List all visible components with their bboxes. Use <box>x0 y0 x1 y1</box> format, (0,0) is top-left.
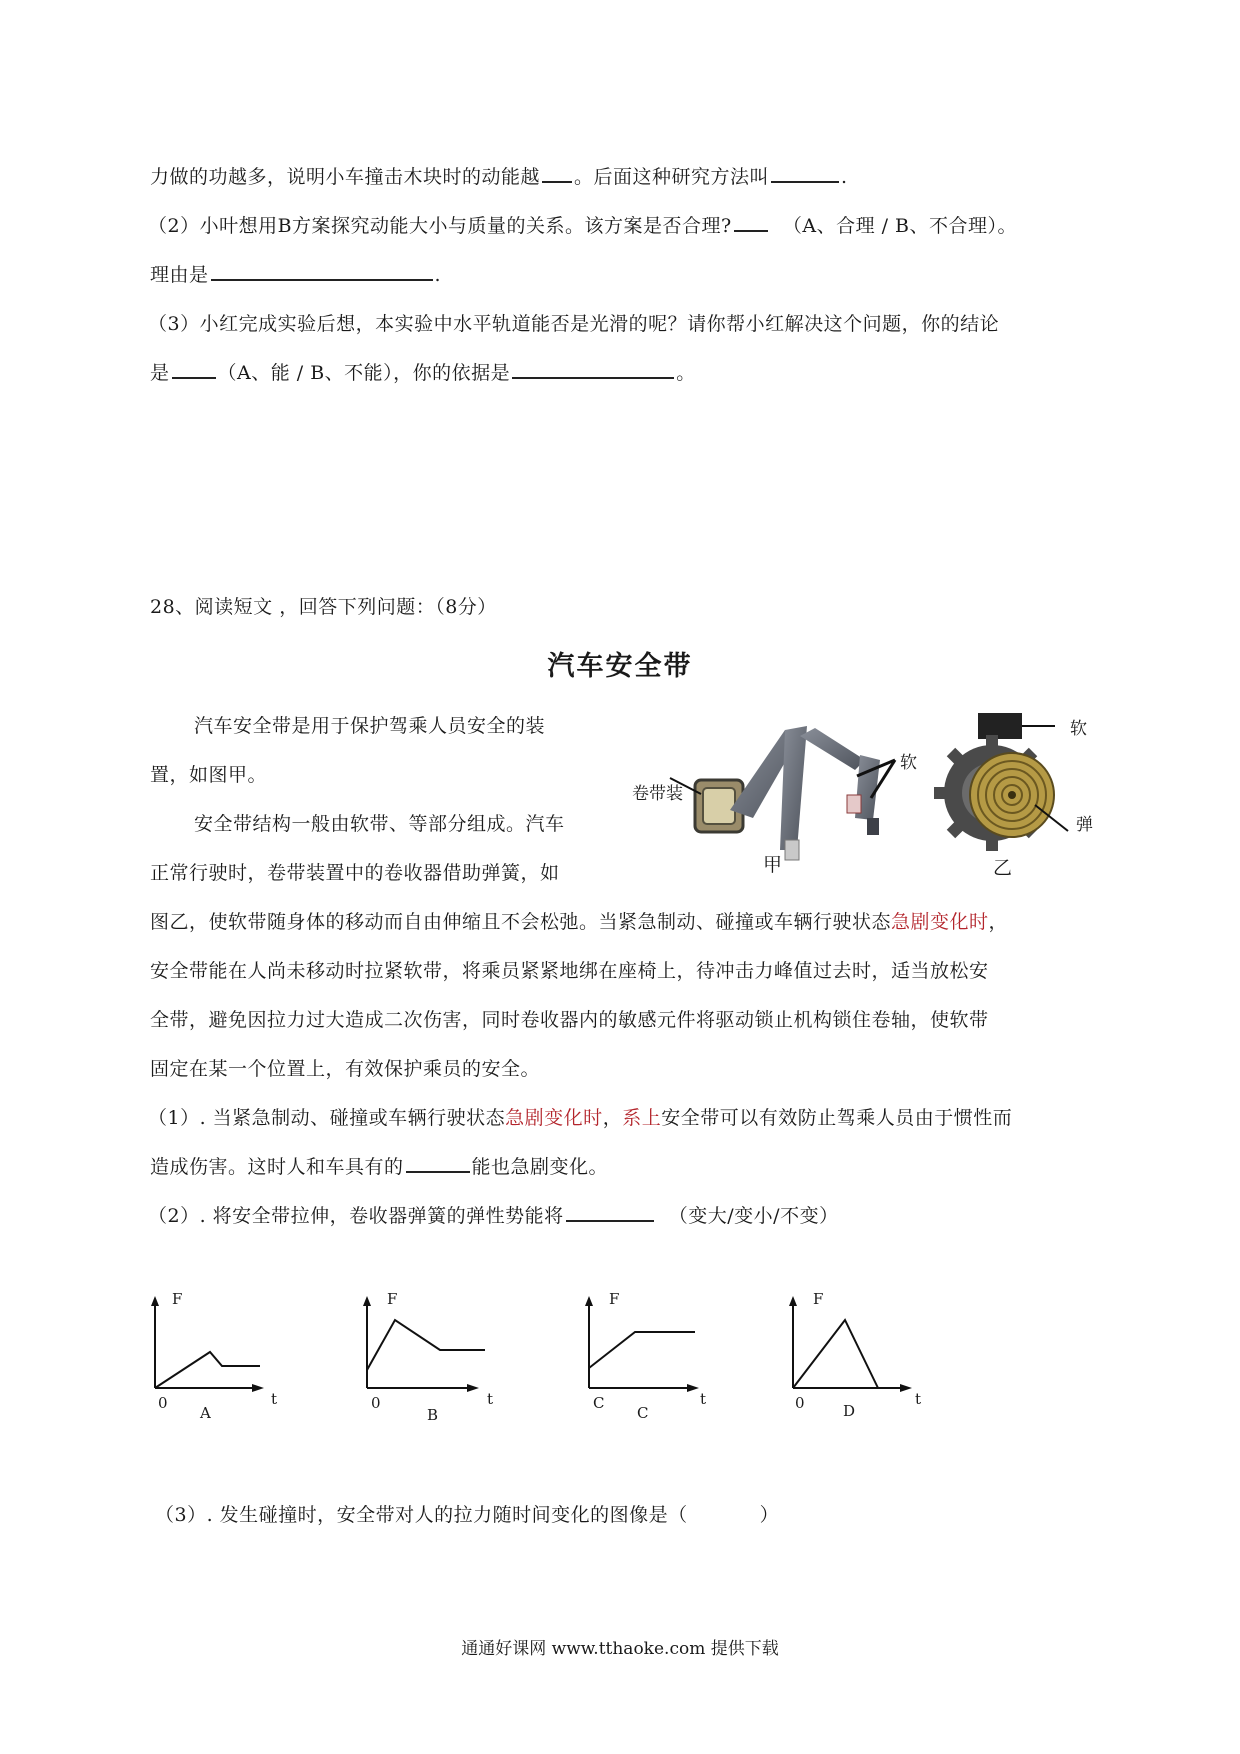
q27-line2: （2）小叶想用B方案探究动能大小与质量的关系。该方案是否合理? （A、合理 / B、不合理）。 <box>148 211 1017 238</box>
y-axis-label: F <box>609 1290 620 1308</box>
origin-label: 0 <box>371 1394 381 1412</box>
figure-jia-seatbelt <box>632 700 917 880</box>
answer-blank[interactable] <box>542 163 572 183</box>
answer-blank[interactable] <box>734 212 768 232</box>
passage-p2c: 图乙，使软带随身体的移动而自由伸缩且不会松弛。当紧急制动、碰撞或车辆行驶状态急剧变化时， <box>150 911 1009 933</box>
option-label: D <box>843 1402 856 1420</box>
answer-blank[interactable] <box>406 1153 470 1173</box>
graph-A-plot <box>140 1290 280 1410</box>
subq2: （2）. 将安全带拉伸，卷收器弹簧的弹性势能将 （变大/变小/不变） <box>148 1201 839 1228</box>
label-roll-device: 卷带装 <box>632 784 683 804</box>
label-soft-belt: 软 <box>1070 719 1087 739</box>
y-axis-label: F <box>813 1290 824 1308</box>
graph-B-plot <box>355 1290 495 1410</box>
subq3: （3）. 发生碰撞时，安全带对人的拉力随时间变化的图像是（ ） <box>155 1504 780 1526</box>
origin-label: 0 <box>795 1394 805 1412</box>
x-axis-label: t <box>915 1390 922 1408</box>
graph-option-D[interactable] <box>775 1290 925 1420</box>
passage-p2b: 正常行驶时，卷带装置中的卷收器借助弹簧，如 <box>150 862 560 884</box>
x-axis-label: t <box>700 1390 707 1408</box>
caption-yi: 乙 <box>993 857 1013 879</box>
origin-label: C <box>593 1394 605 1412</box>
q28-header: 28、阅读短文 ，回答下列问题：（8分） <box>150 596 497 618</box>
graph-option-B[interactable] <box>355 1290 495 1424</box>
graph-option-C[interactable] <box>575 1290 715 1422</box>
subq1-line2: 造成伤害。这时人和车具有的 能也急剧变化。 <box>150 1152 608 1179</box>
label-soft-belt: 软 <box>900 753 917 773</box>
answer-blank[interactable] <box>172 359 216 379</box>
option-label: C <box>637 1404 649 1422</box>
passage-p2e: 全带，避免因拉力过大造成二次伤害，同时卷收器内的敏感元件将驱动锁止机构锁住卷轴，使软带 <box>150 1009 989 1031</box>
q27-line4: （3）小红完成实验后想，本实验中水平轨道能否是光滑的呢？请你帮小红解决这个问题，你的结论 <box>148 313 1000 335</box>
figure-yi-retractor <box>930 705 1110 885</box>
answer-blank[interactable] <box>566 1202 654 1222</box>
caption-jia: 甲 <box>763 854 783 876</box>
passage-p2a: 安全带结构一般由软带、等部分组成。汽车 <box>194 813 565 835</box>
x-axis-label: t <box>487 1390 494 1408</box>
retractor-spring-illustration <box>930 705 1080 875</box>
graph-D-plot <box>775 1290 925 1410</box>
passage-p1a: 汽车安全带是用于保护驾乘人员安全的装 <box>194 715 546 737</box>
passage-p2d: 安全带能在人尚未移动时拉紧软带，将乘员紧紧地绑在座椅上，待冲击力峰值过去时，适当放松安 <box>150 960 989 982</box>
answer-blank[interactable] <box>211 261 433 281</box>
graph-C-plot <box>575 1290 715 1410</box>
passage-p1b: 置，如图甲。 <box>150 764 268 786</box>
option-label: B <box>427 1406 439 1424</box>
subq1-line1: （1）. 当紧急制动、碰撞或车辆行驶状态急剧变化时，系上安全带可以有效防止驾乘人员由于惯性而 <box>148 1107 1013 1129</box>
y-axis-label: F <box>387 1290 398 1308</box>
graph-option-A[interactable] <box>140 1290 280 1422</box>
answer-blank[interactable] <box>512 359 674 379</box>
x-axis-label: t <box>271 1390 278 1408</box>
y-axis-label: F <box>172 1290 183 1308</box>
q27-line1: 力做的功越多，说明小车撞击木块时的动能越 。后面这种研究方法叫 . <box>150 162 848 189</box>
label-spring: 弹 <box>1076 815 1093 835</box>
origin-label: 0 <box>158 1394 168 1412</box>
passage-title: 汽车安全带 <box>547 651 693 682</box>
q27-line3: 理由是 . <box>150 260 441 287</box>
q27-line5: 是 （A、能 / B、不能），你的依据是 。 <box>150 358 696 385</box>
passage-p2f: 固定在某一个位置上，有效保护乘员的安全。 <box>150 1058 541 1080</box>
option-label: A <box>200 1404 211 1422</box>
page-footer: 通通好课网 www.tthaoke.com 提供下载 <box>461 1639 779 1659</box>
answer-blank[interactable] <box>771 163 839 183</box>
